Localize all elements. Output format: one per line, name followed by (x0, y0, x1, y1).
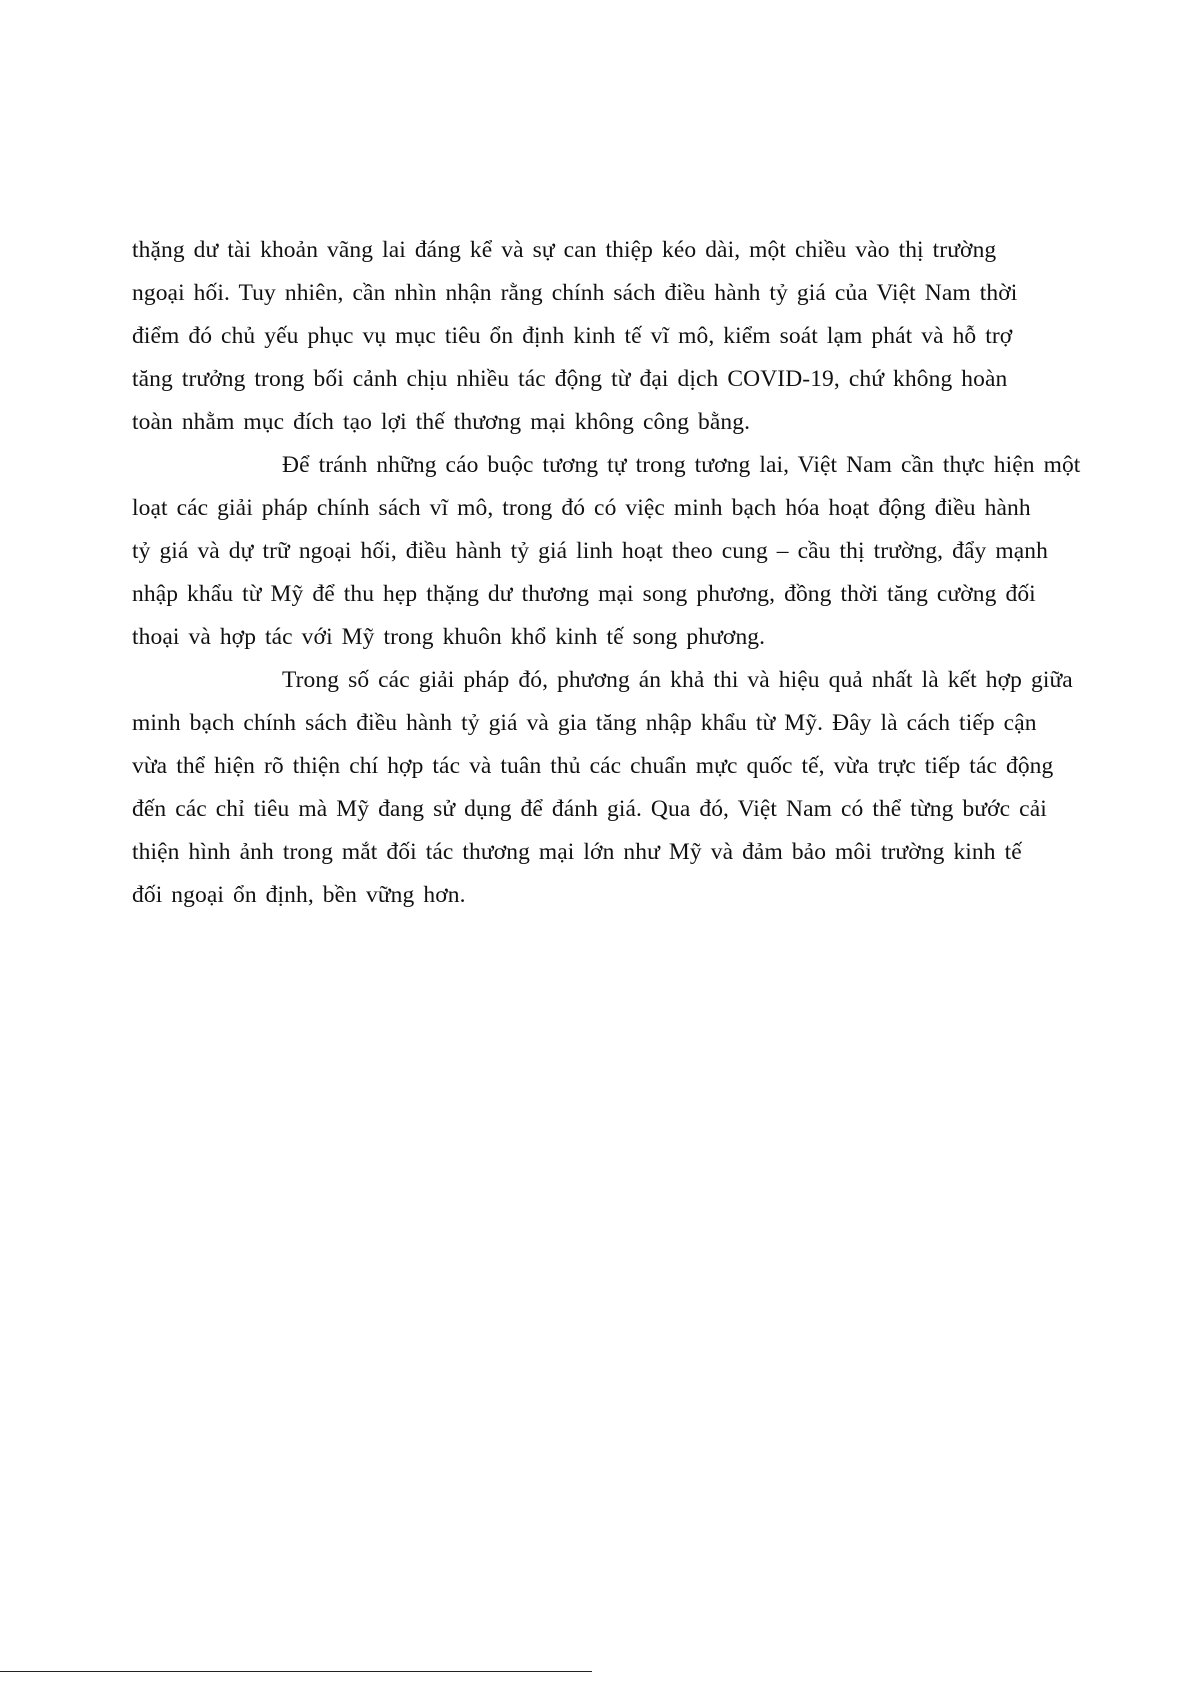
paragraph-line: Trong số các giải pháp đó, phương án khả thi và hiệu quả nhất là kết hợp giữa (282, 667, 1073, 693)
paragraph-line: vừa thể hiện rõ thiện chí hợp tác và tuân thủ các chuẩn mực quốc tế, vừa trực tiếp tác động (132, 753, 1054, 779)
paragraph-line: thoại và hợp tác với Mỹ trong khuôn khổ kinh tế song phương. (132, 624, 766, 650)
paragraph-line: tỷ giá và dự trữ ngoại hối, điều hành tỷ giá linh hoạt theo cung – cầu thị trường, đẩy mạnh (132, 538, 1048, 564)
paragraph-line: nhập khẩu từ Mỹ để thu hẹp thặng dư thương mại song phương, đồng thời tăng cường đối (132, 581, 1036, 607)
paragraph-line: toàn nhằm mục đích tạo lợi thế thương mại không công bằng. (132, 409, 751, 435)
paragraph-line: điểm đó chủ yếu phục vụ mục tiêu ổn định kinh tế vĩ mô, kiểm soát lạm phát và hỗ trợ (132, 323, 1013, 349)
paragraph-line: đối ngoại ổn định, bền vững hơn. (132, 882, 466, 908)
body-text (132, 229, 1172, 917)
paragraph-line: ngoại hối. Tuy nhiên, cần nhìn nhận rằng chính sách điều hành tỷ giá của Việt Nam thời (132, 280, 1018, 306)
paragraph-line: đến các chỉ tiêu mà Mỹ đang sử dụng để đánh giá. Qua đó, Việt Nam có thể từng bước cải (132, 796, 1047, 822)
paragraph-line: tăng trưởng trong bối cảnh chịu nhiều tác động từ đại dịch COVID-19, chứ không hoàn (132, 366, 1008, 392)
paragraph-line: thặng dư tài khoản vãng lai đáng kể và sự can thiệp kéo dài, một chiều vào thị trường (132, 237, 997, 263)
paragraph-line: thiện hình ảnh trong mắt đối tác thương mại lớn như Mỹ và đảm bảo môi trường kinh tế (132, 839, 1022, 865)
paragraph-line: minh bạch chính sách điều hành tỷ giá và gia tăng nhập khẩu từ Mỹ. Đây là cách tiếp cận (132, 710, 1037, 736)
paragraph-line: Để tránh những cáo buộc tương tự trong tương lai, Việt Nam cần thực hiện một (282, 452, 1081, 478)
paragraph-line: loạt các giải pháp chính sách vĩ mô, trong đó có việc minh bạch hóa hoạt động điều hành (132, 495, 1031, 521)
footnote-separator (0, 1671, 592, 1672)
